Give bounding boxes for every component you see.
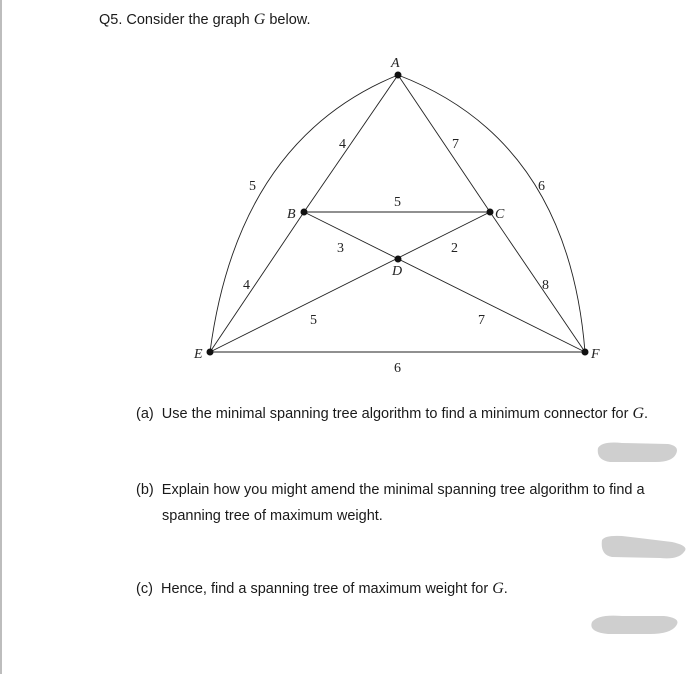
- part-a-text: Use the minimal spanning tree algorithm to find a minimum connector for: [161, 406, 633, 422]
- part-b-label: (b): [136, 482, 154, 498]
- weight-AB: 4: [339, 137, 346, 152]
- part-c-symbol: G: [492, 580, 504, 597]
- weight-AE: 5: [249, 179, 256, 194]
- vertex-A: [395, 72, 402, 79]
- part-b: [136, 480, 645, 500]
- weight-DC: 2: [451, 241, 458, 256]
- part-b-line1: Explain how you might amend the minimal spanning tree algorithm to find a: [161, 482, 645, 498]
- part-c-label: (c): [136, 581, 153, 597]
- vertex-label-F: F: [591, 347, 600, 362]
- vertex-label-B: B: [287, 207, 296, 222]
- weight-BC: 5: [394, 195, 401, 210]
- weight-BE: 4: [243, 278, 250, 293]
- part-c-text: Hence, find a spanning tree of maximum weight for: [160, 581, 493, 597]
- weight-ED: 5: [310, 313, 317, 328]
- weight-AC: 7: [452, 137, 459, 152]
- part-a-label: (a): [136, 406, 154, 422]
- edge-EC: [210, 212, 490, 352]
- weight-BD: 3: [337, 241, 344, 256]
- graph-symbol: G: [253, 11, 266, 28]
- weight-DF: 7: [478, 313, 485, 328]
- vertex-C: [487, 209, 494, 216]
- weight-EF: 6: [394, 361, 401, 376]
- edge-CF: [490, 212, 585, 352]
- weight-AF: 6: [538, 179, 545, 194]
- vertex-E: [207, 349, 214, 356]
- vertex-label-D: D: [392, 264, 403, 279]
- edge-AC: [398, 75, 490, 212]
- vertex-label-E: E: [194, 347, 203, 362]
- part-a-symbol: G: [632, 405, 645, 422]
- weight-CF: 8: [542, 278, 549, 293]
- vertex-label-C: C: [495, 207, 505, 222]
- edge-AB: [304, 75, 398, 212]
- redaction-mark-c: [591, 616, 677, 634]
- question-tail: below.: [265, 12, 311, 28]
- part-a: [136, 404, 648, 424]
- part-b-continued: [162, 506, 383, 526]
- part-a-end: .: [644, 406, 649, 422]
- vertex-F: [582, 349, 589, 356]
- redaction-mark-b: [602, 536, 686, 559]
- vertex-B: [301, 209, 308, 216]
- vertex-label-A: A: [391, 56, 400, 71]
- part-c-end: .: [503, 581, 508, 597]
- part-c: [136, 579, 508, 599]
- redaction-mark-a: [598, 443, 677, 462]
- question-lead: Q5. Consider the graph: [99, 12, 254, 28]
- vertex-D: [395, 256, 402, 263]
- part-b-line2: spanning tree of maximum weight.: [162, 508, 383, 524]
